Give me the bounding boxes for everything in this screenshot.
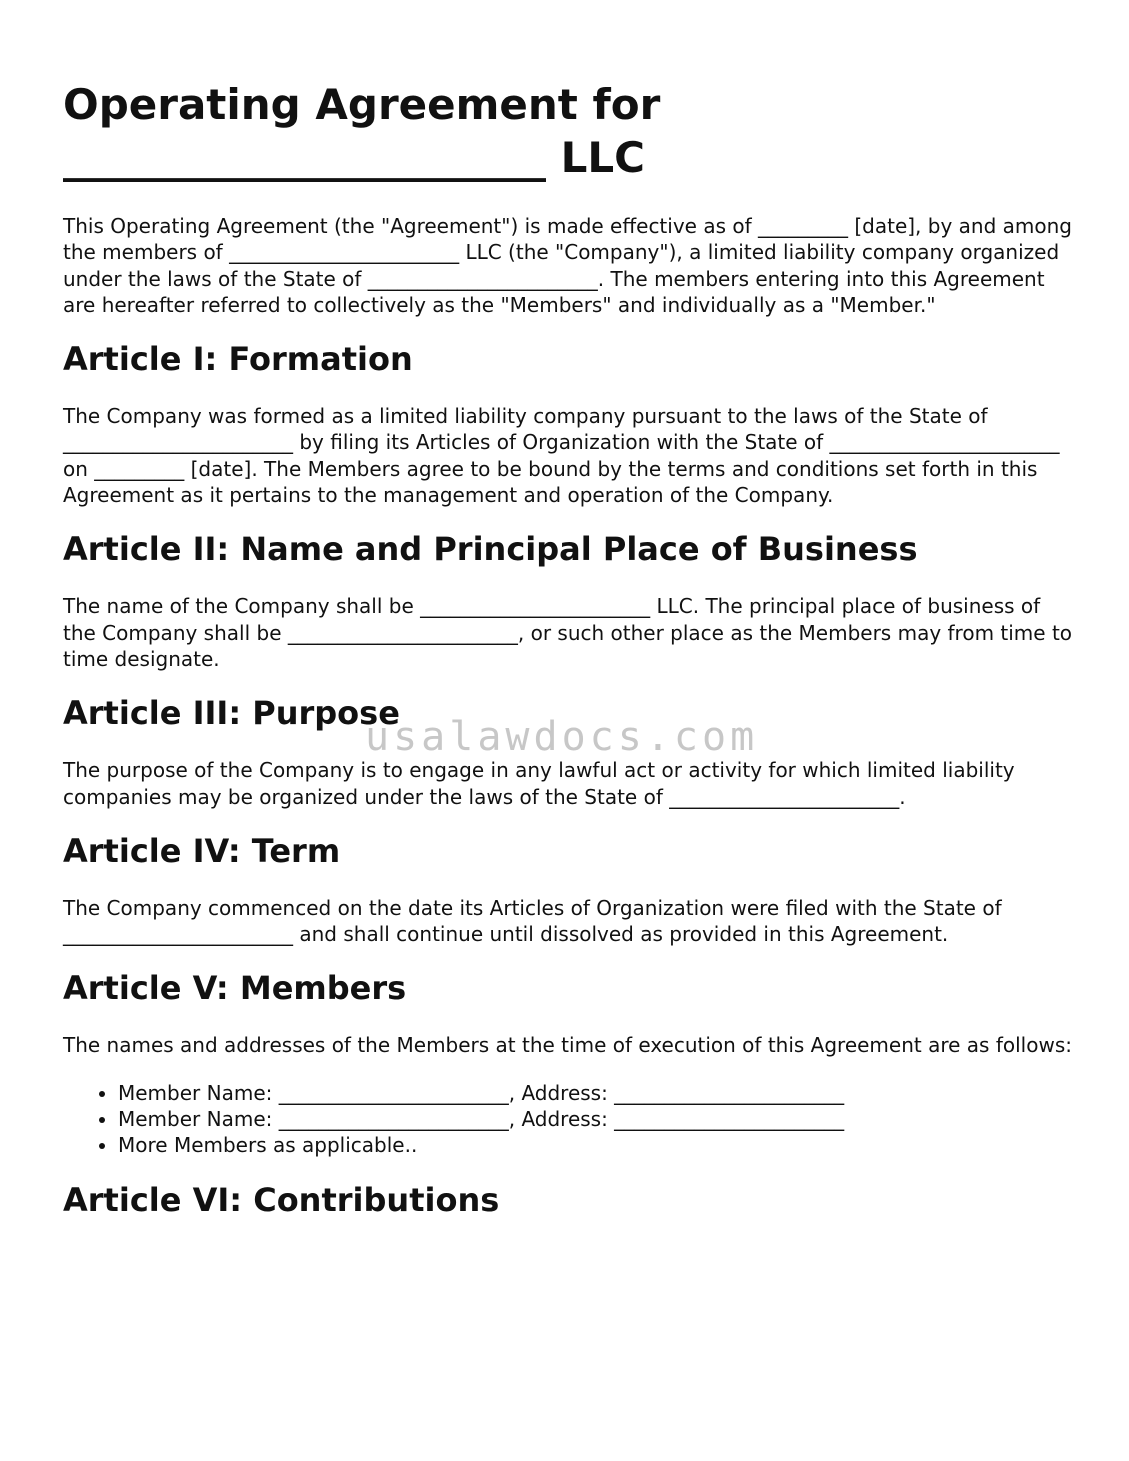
title-line-2: _______________________ LLC [63,133,645,182]
members-list [63,1080,1073,1159]
article-3-body: The purpose of the Company is to engage in any lawful act or activity for which limited liability companies may be organized under the laws of the State of _______________________. [63,758,1015,809]
watermark: usalawdocs.com [365,714,759,760]
article-6-heading: Article VI: Contributions [63,1180,500,1219]
article-5-body: The names and addresses of the Members at the time of execution of this Agreement are as follows: [63,1033,1072,1058]
list-item: • Member Name: _______________________, Address: _______________________ [118,1080,1073,1106]
article-4-body: The Company commenced on the date its Articles of Organization were filed with the State of _______________________ and shall continue until dissolved as provided in this Agreement. [63,895,1002,947]
list-item: • Member Name: _______________________, Address: _______________________ [118,1106,1073,1132]
document-title [63,78,1073,184]
title-line-1: Operating Agreement for [63,80,661,129]
article-5-heading: Article V: Members [63,969,407,1008]
list-item: • More Members as applicable.. [118,1132,1073,1158]
article-3-heading: Article III: Purpose [63,694,400,733]
article-2-body: The name of the Company shall be _______________________ LLC. The principal place of business of the Company shall be _______________________, or such other place as the Members may from time to time designate. [63,594,1073,671]
article-4-heading: Article IV: Term [63,831,341,870]
article-1-heading: Article I: Formation [63,340,413,379]
article-1-body: The Company was formed as a limited liability company pursuant to the laws of the State of _______________________ by filing its Articles of Organization with the State of _______________________ on _________ [date]. The Members agree to be bound by the terms and conditions set forth in this Agreement as it pertains to the management and operation of the Company. [63,404,1060,508]
article-2-heading: Article II: Name and Principal Place of Business [63,530,918,569]
document-page [63,78,1073,1244]
intro-paragraph: This Operating Agreement (the "Agreement") is made effective as of _________ [date], by and among the members of _______________________ LLC (the "Company"), a limited liability company organized under the laws of the State of _______________________. The members entering into this Agreement are hereafter referred to collectively as the "Members" and individually as a "Member." [63,214,1072,317]
